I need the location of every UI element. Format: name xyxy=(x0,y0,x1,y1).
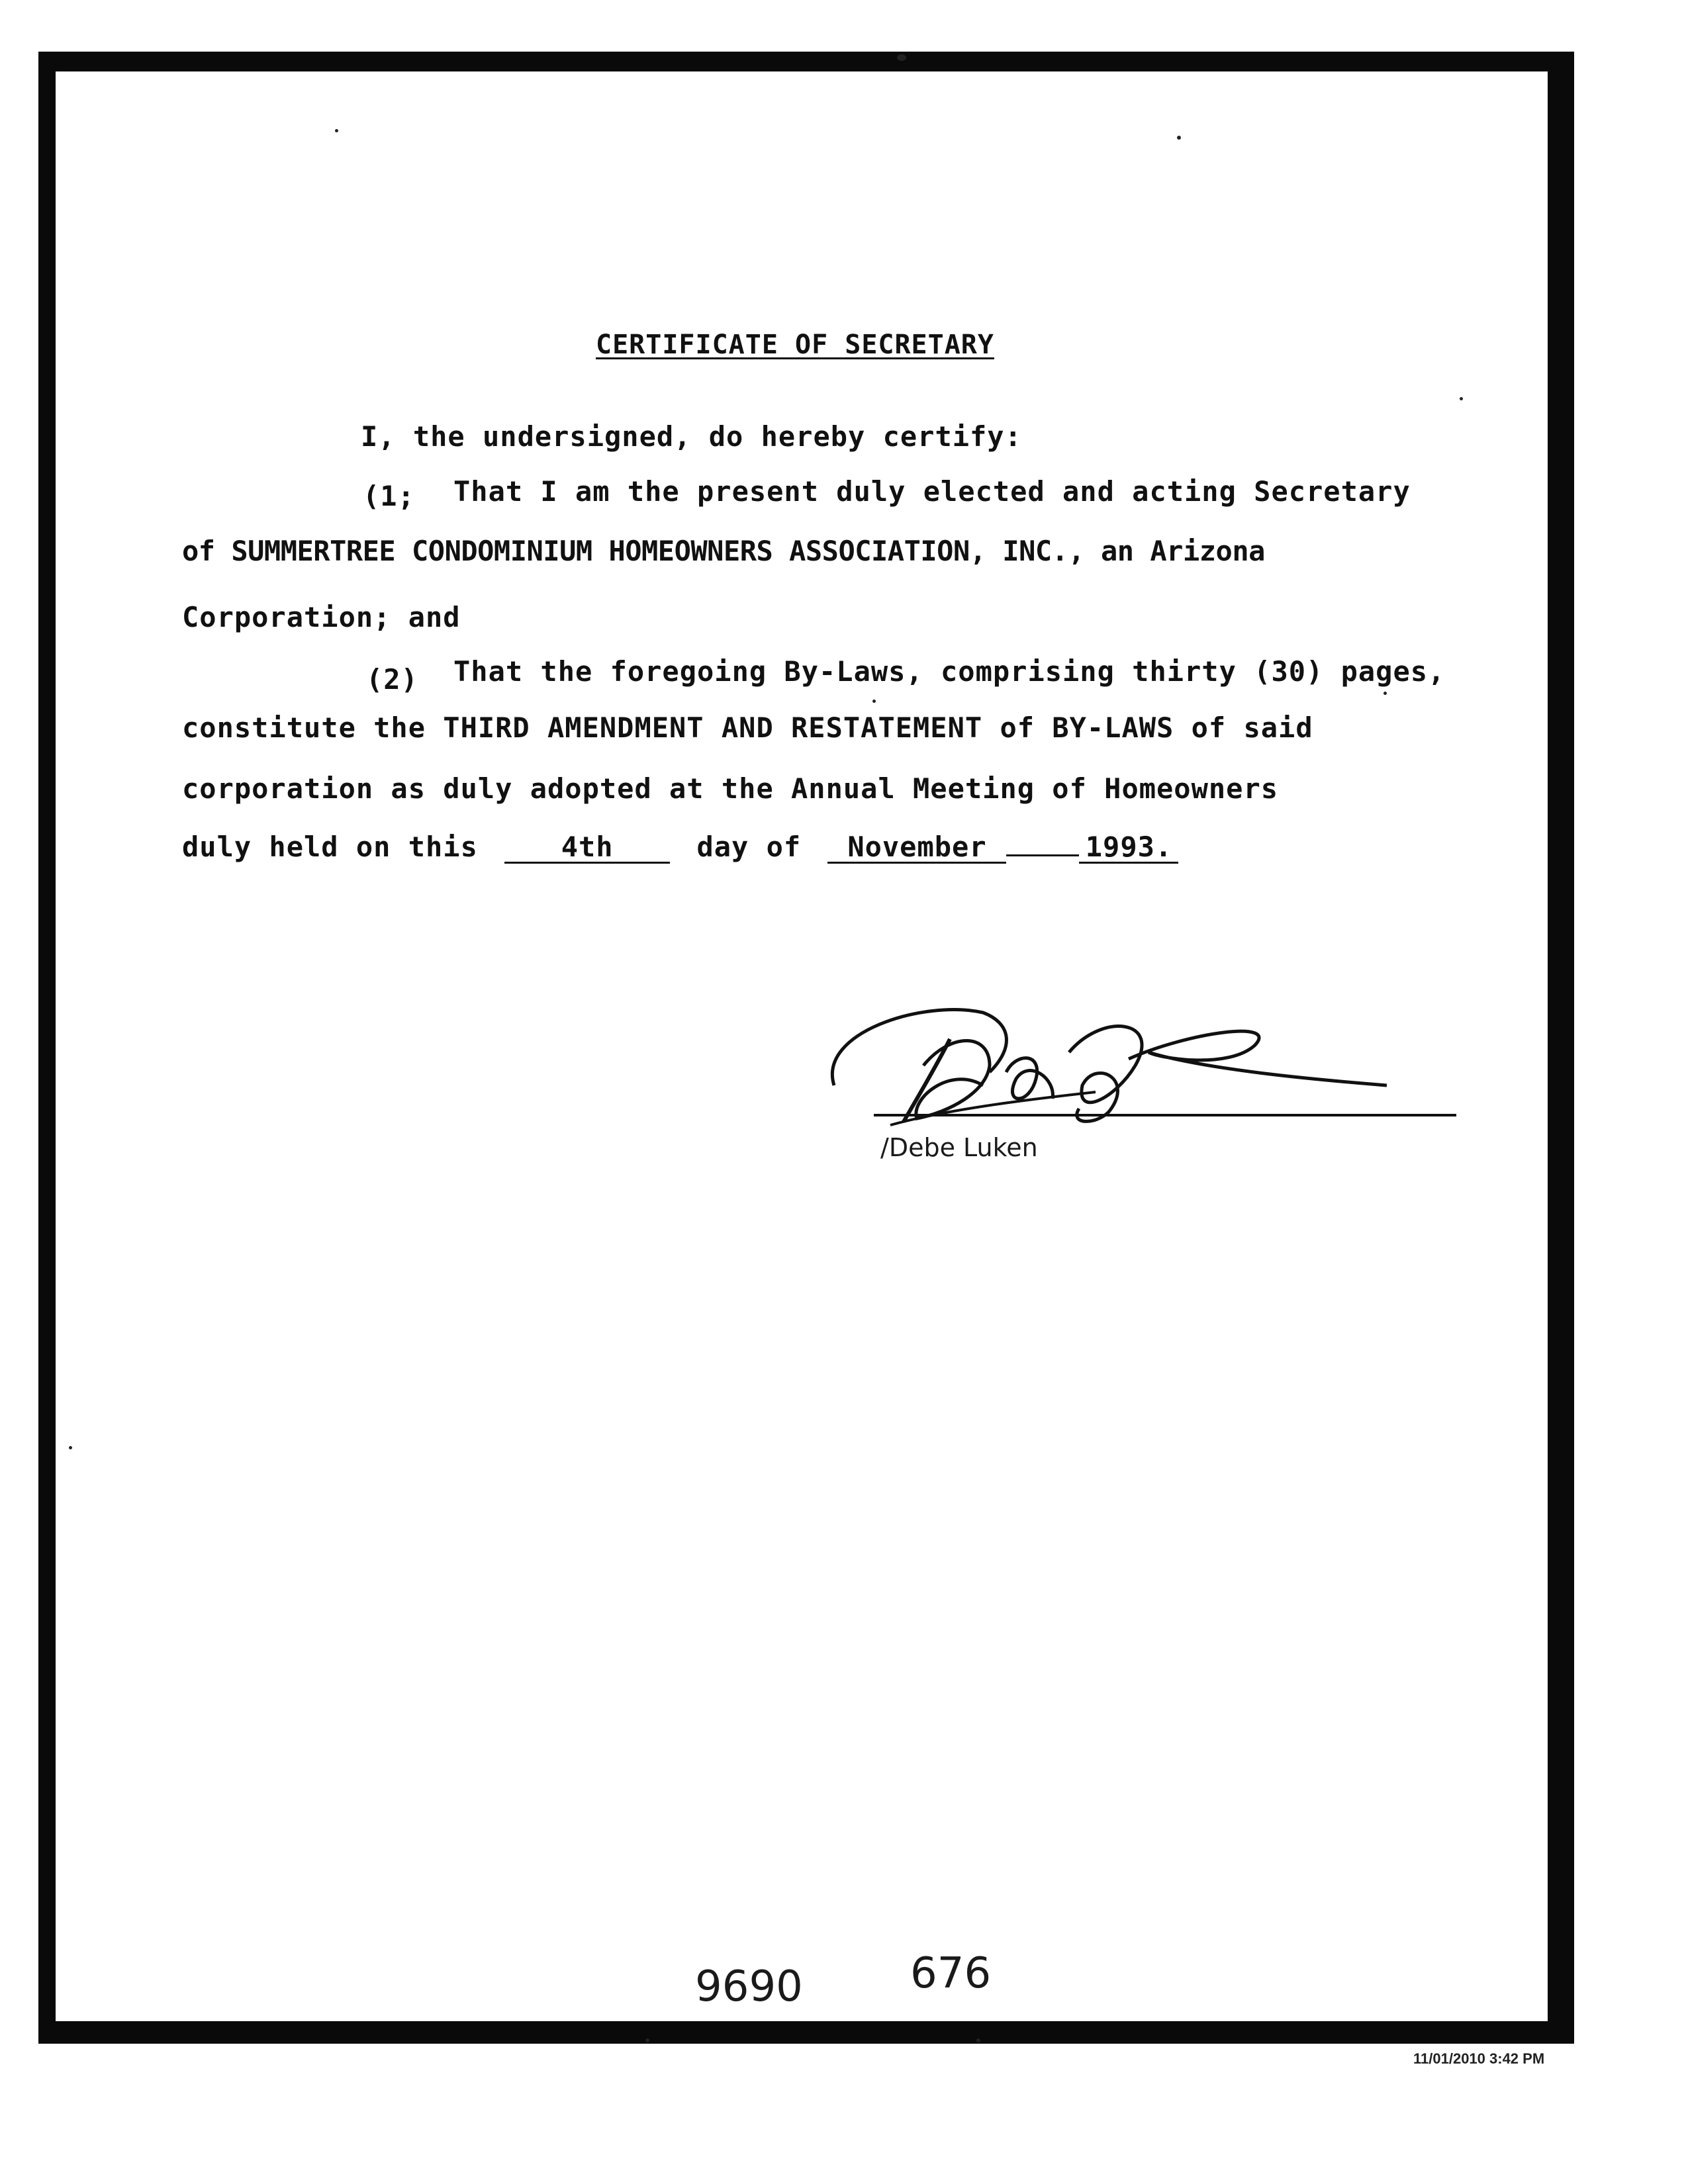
scan-speck xyxy=(69,1446,72,1449)
clause-2-line-4 xyxy=(182,831,1178,864)
clause-2-number: (2) xyxy=(366,663,418,696)
scan-speck xyxy=(897,54,906,61)
clause-1-line-1: That I am the present duly elected and acting Secretary xyxy=(453,475,1411,508)
scan-speck xyxy=(1460,397,1463,400)
clause-2-line-1: That the foregoing By-Laws, comprising thirty (30) pages, xyxy=(453,655,1446,688)
month-field: November xyxy=(827,833,1006,864)
scan-speck xyxy=(1177,136,1181,140)
book-number: 9690 xyxy=(695,1962,803,2011)
day-field: 4th xyxy=(504,833,670,864)
clause-2-line-2: constitute the THIRD AMENDMENT AND RESTATEMENT of BY-LAWS of said xyxy=(182,711,1313,744)
clause-1-number: (1; xyxy=(363,480,415,512)
scan-speck xyxy=(872,700,876,703)
document-title: CERTIFICATE OF SECRETARY xyxy=(596,330,994,360)
clause-2-line-3: corporation as duly adopted at the Annual Meeting of Homeowners xyxy=(182,772,1279,805)
scan-speck xyxy=(645,2038,649,2042)
clause-1-line-2: of SUMMERTREE CONDOMINIUM HOMEOWNERS ASSOCIATION, INC., an Arizona xyxy=(182,535,1265,567)
scan-speck xyxy=(976,2038,980,2042)
date-line-prefix: duly held on this xyxy=(182,831,478,863)
scan-speck xyxy=(1383,692,1387,695)
page-number: 676 xyxy=(910,1949,992,1998)
date-line-mid: day of xyxy=(696,831,802,863)
month-field-blank xyxy=(1006,854,1079,856)
clause-1-line-3: Corporation; and xyxy=(182,601,461,633)
intro-line: I, the undersigned, do hereby certify: xyxy=(361,420,1022,453)
signatory-name-text: Debe Luken xyxy=(888,1133,1038,1162)
print-timestamp: 11/01/2010 3:42 PM xyxy=(1413,2050,1545,2067)
scan-speck xyxy=(335,129,338,132)
signatory-name xyxy=(880,1133,1038,1162)
signature-slash: / xyxy=(880,1133,889,1162)
signature-line xyxy=(874,1114,1456,1116)
year-field: 1993. xyxy=(1079,833,1178,864)
